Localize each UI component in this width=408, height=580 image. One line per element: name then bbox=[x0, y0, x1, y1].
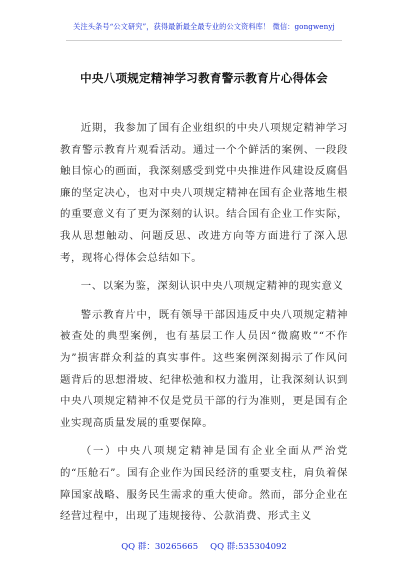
section-heading-1: 一、以案为鉴，深刻认识中央八项规定精神的现实意义 bbox=[80, 280, 344, 293]
paragraph-intro: 近期，我参加了国有企业组织的中央八项规定精神学习教育警示教育片观看活动。通过一个个鲜活的案例、一段段触目惊心的画面，我深刻感受到党中央推进作风建设反腐倡廉的坚定决心，也对中央八项规定精神在国有企业落地生根的重要意义有了更为深刻的认识。结合国有企业工作实际，我从思想触动、问题反思、改进方向等方面进行了深入思考，现将心得体会总结如下。 bbox=[60, 122, 348, 264]
document-body bbox=[60, 118, 348, 535]
header-divider bbox=[66, 40, 342, 41]
footer-qq-group-1: 30265665 bbox=[154, 542, 199, 552]
footer-qq-label-2: QQ 群: bbox=[210, 542, 239, 552]
footer-qq-group-2: 535304092 bbox=[238, 542, 287, 552]
footer-qq-label-1: QQ 群： bbox=[121, 542, 155, 552]
document-title: 中央八项规定精神学习教育警示教育片心得体会 bbox=[80, 71, 328, 85]
footer-contact bbox=[0, 540, 408, 552]
paragraph-section-1: 警示教育片中，既有领导干部因违反中央八项规定精神被查处的典型案例，也有基层工作人员因“微腐败”“不作为”损害群众利益的真实事件。这些案例深刻揭示了作风问题背后的思想滑坡、纪律松弛和权力滥用，让我深刻认识到中央八项规定精神不仅是党员干部的行为准则，更是国有企业实现高质量发展的重要保障。 bbox=[60, 308, 348, 429]
paragraph-subsection-1: （一）中央八项规定精神是国有企业全面从严治党的“压舱石”。国有企业作为国民经济的重要支柱，肩负着保障国家战略、服务民生需求的重大使命。然而，部分企业在经营过程中，出现了违规接待、公款消费、形式主义 bbox=[60, 445, 348, 523]
header-notice: 关注头条号“公文研究”，获得最新最全最专业的公文资料库！ 微信：gongwenyj bbox=[73, 22, 335, 31]
